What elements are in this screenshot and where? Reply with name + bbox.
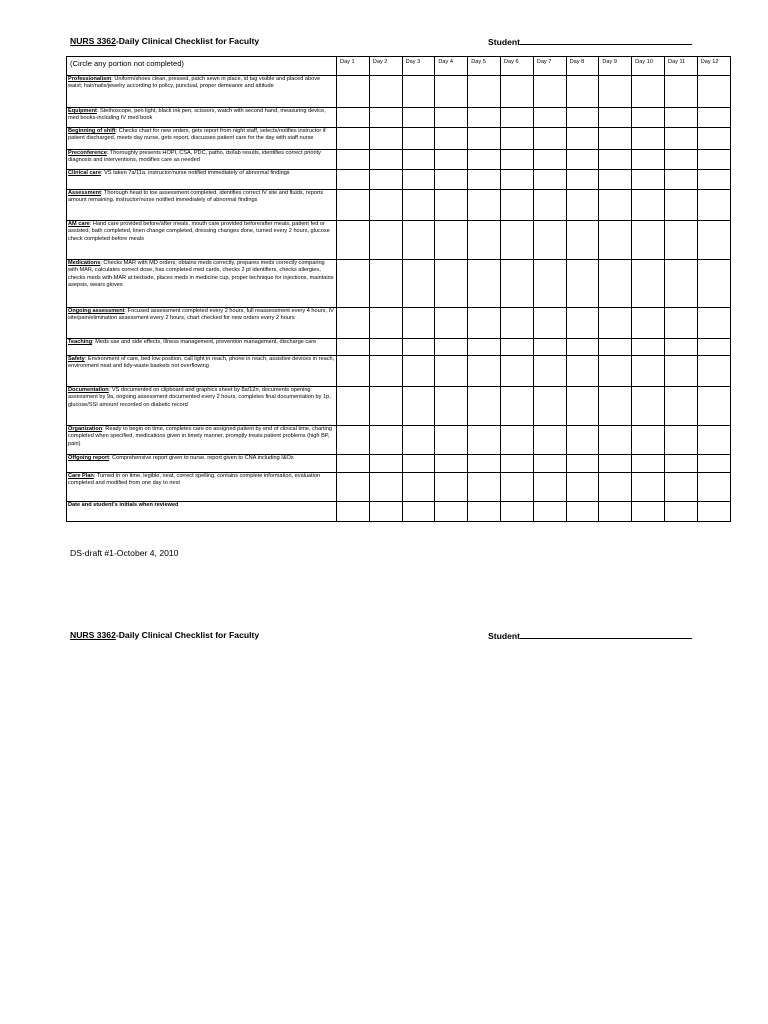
day-check-cell[interactable]: [697, 308, 730, 339]
checklist-row: [67, 455, 731, 473]
day-check-cell[interactable]: [533, 170, 566, 190]
day-check-cell[interactable]: [566, 260, 599, 308]
day-check-cell[interactable]: [632, 76, 665, 108]
day-check-cell[interactable]: [566, 170, 599, 190]
checklist-title: -Daily Clinical Checklist for Faculty: [115, 630, 260, 640]
student-blank-line: [520, 630, 692, 639]
column-header-day: Day 4: [435, 57, 468, 76]
column-header-day: Day 7: [533, 57, 566, 76]
day-check-cell[interactable]: [468, 356, 501, 387]
criteria-text: : Checks MAR with MD orders, obtains meds correctly, prepares meds correctly comparing with MAR, calculates correct dose, has completed med cards, checks 2 pt identifiers, checks allergies, checks meds with MAR at bedside, places meds in medicine cup, proper technique for injections, maintains asepsis, wears gloves: [68, 260, 334, 289]
criteria-label: Equipment: [68, 108, 97, 114]
column-header-day: Day 5: [468, 57, 501, 76]
day-check-cell[interactable]: [435, 356, 468, 387]
day-check-cell[interactable]: [566, 473, 599, 502]
day-check-cell[interactable]: [435, 426, 468, 455]
day-check-cell[interactable]: [697, 356, 730, 387]
day-check-cell[interactable]: [533, 308, 566, 339]
day-check-cell[interactable]: [632, 170, 665, 190]
day-check-cell[interactable]: [435, 190, 468, 221]
criteria-cell: [67, 308, 337, 339]
day-check-cell[interactable]: [337, 108, 370, 128]
day-check-cell[interactable]: [664, 76, 697, 108]
criteria-text: : Turned in on time, legible, neat, correct spelling, contains complete information, evaluation completed and modified from one day to next: [68, 473, 321, 487]
day-check-cell[interactable]: [632, 108, 665, 128]
day-check-cell[interactable]: [599, 76, 632, 108]
column-header-day: Day 1: [337, 57, 370, 76]
checklist-row: [67, 356, 731, 387]
day-check-cell[interactable]: [402, 308, 435, 339]
day-check-cell[interactable]: [664, 455, 697, 473]
criteria-text: : Uniform/shoes clean, pressed, patch sewn in place, id tag visible and placed above waist; hair/nails/jewelry according to policy, punctual, proper demeanor and attitude: [68, 76, 321, 90]
criteria-cell: [67, 128, 337, 150]
day-check-cell[interactable]: [533, 455, 566, 473]
day-check-cell[interactable]: [369, 260, 402, 308]
checklist-row: [67, 108, 731, 128]
day-check-cell[interactable]: [402, 108, 435, 128]
day-check-cell[interactable]: [697, 150, 730, 170]
day-check-cell[interactable]: [566, 455, 599, 473]
criteria-label: Professionalism: [68, 76, 112, 82]
day-check-cell[interactable]: [468, 108, 501, 128]
day-check-cell[interactable]: [369, 426, 402, 455]
criteria-label: Documentation: [68, 387, 109, 393]
day-check-cell[interactable]: [468, 455, 501, 473]
day-check-cell[interactable]: [435, 473, 468, 502]
day-check-cell[interactable]: [435, 339, 468, 356]
criteria-label: Organization: [68, 426, 103, 432]
criteria-label: Care Plan: [68, 473, 94, 479]
course-code: NURS 3362: [70, 630, 116, 640]
day-check-cell[interactable]: [468, 221, 501, 260]
day-check-cell[interactable]: [697, 170, 730, 190]
checklist-row: [67, 221, 731, 260]
day-check-cell[interactable]: [402, 426, 435, 455]
day-check-cell[interactable]: [697, 339, 730, 356]
day-check-cell[interactable]: [566, 387, 599, 426]
criteria-text: : Thorough head to toe assessment completed, identifies correct IV site and fluids, reports amount remaining, instructor/nurse notified immediately of abnormal findings: [68, 190, 324, 204]
day-check-cell[interactable]: [533, 387, 566, 426]
criteria-cell: [67, 387, 337, 426]
day-check-cell[interactable]: [468, 473, 501, 502]
day-check-cell[interactable]: [468, 190, 501, 221]
criteria-cell: [67, 426, 337, 455]
student-blank-line: [520, 36, 692, 45]
day-check-cell[interactable]: [533, 108, 566, 128]
day-check-cell[interactable]: [500, 221, 533, 260]
day-check-cell[interactable]: [369, 170, 402, 190]
criteria-label: Medications: [68, 260, 101, 266]
day-check-cell[interactable]: [632, 473, 665, 502]
day-check-cell[interactable]: [402, 221, 435, 260]
initials-cell[interactable]: [664, 502, 697, 522]
day-check-cell[interactable]: [697, 426, 730, 455]
day-check-cell[interactable]: [337, 150, 370, 170]
initials-cell[interactable]: [435, 502, 468, 522]
day-check-cell[interactable]: [697, 473, 730, 502]
day-check-cell[interactable]: [664, 108, 697, 128]
criteria-text: : Environment of care, bed low position, call light in reach, phone in reach, assistive devices in reach, environment neat and tidy-waste baskets not overflowing: [68, 356, 335, 370]
day-check-cell[interactable]: [369, 308, 402, 339]
day-check-cell[interactable]: [664, 473, 697, 502]
student-label: Student: [488, 631, 520, 641]
initials-cell[interactable]: [599, 502, 632, 522]
column-header-day: Day 8: [566, 57, 599, 76]
day-check-cell[interactable]: [369, 150, 402, 170]
day-check-cell[interactable]: [337, 339, 370, 356]
day-check-cell[interactable]: [533, 190, 566, 221]
criteria-cell: [67, 190, 337, 221]
day-check-cell[interactable]: [500, 128, 533, 150]
day-check-cell[interactable]: [337, 190, 370, 221]
criteria-label: AM care: [68, 221, 90, 227]
day-check-cell[interactable]: [533, 128, 566, 150]
page-header-1: [70, 36, 695, 46]
day-check-cell[interactable]: [468, 308, 501, 339]
day-check-cell[interactable]: [664, 128, 697, 150]
day-check-cell[interactable]: [533, 150, 566, 170]
day-check-cell[interactable]: [697, 221, 730, 260]
day-check-cell[interactable]: [632, 339, 665, 356]
day-check-cell[interactable]: [664, 426, 697, 455]
day-check-cell[interactable]: [599, 108, 632, 128]
checklist-row: [67, 76, 731, 108]
day-check-cell[interactable]: [632, 356, 665, 387]
day-check-cell[interactable]: [435, 76, 468, 108]
day-check-cell[interactable]: [468, 128, 501, 150]
day-check-cell[interactable]: [500, 356, 533, 387]
day-check-cell[interactable]: [402, 387, 435, 426]
day-check-cell[interactable]: [468, 426, 501, 455]
day-check-cell[interactable]: [402, 339, 435, 356]
day-check-cell[interactable]: [337, 128, 370, 150]
review-row: [67, 502, 731, 522]
initials-cell[interactable]: [566, 502, 599, 522]
criteria-cell: [67, 170, 337, 190]
day-check-cell[interactable]: [500, 108, 533, 128]
day-check-cell[interactable]: [533, 260, 566, 308]
day-check-cell[interactable]: [369, 190, 402, 221]
day-check-cell[interactable]: [369, 108, 402, 128]
day-check-cell[interactable]: [566, 308, 599, 339]
day-check-cell[interactable]: [500, 76, 533, 108]
day-check-cell[interactable]: [599, 170, 632, 190]
criteria-text: : VS documented on clipboard and graphics sheet by 8a/12n, documents opening assessment by 9a, ongoing assessment documented every 2 hours, completes final documentation by 1p, glucose/SSI amount recorded on diabetic record: [68, 387, 331, 408]
day-check-cell[interactable]: [664, 260, 697, 308]
day-check-cell[interactable]: [664, 190, 697, 221]
criteria-cell: [67, 356, 337, 387]
initials-cell[interactable]: [402, 502, 435, 522]
day-check-cell[interactable]: [533, 426, 566, 455]
day-check-cell[interactable]: [468, 76, 501, 108]
criteria-cell: [67, 473, 337, 502]
day-check-cell[interactable]: [369, 455, 402, 473]
day-check-cell[interactable]: [599, 221, 632, 260]
criteria-label: Offgoing report: [68, 455, 110, 461]
day-check-cell[interactable]: [632, 260, 665, 308]
day-check-cell[interactable]: [402, 190, 435, 221]
criteria-text: : Ready to begin on time, completes care on assigned patient by end of clinical time, charting completed when specified, medications given in timely manner, promptly treats patient problems (high BP, pain): [68, 426, 332, 447]
day-check-cell[interactable]: [599, 190, 632, 221]
criteria-label: Assessment: [68, 190, 101, 196]
day-check-cell[interactable]: [337, 260, 370, 308]
checklist-row: [67, 473, 731, 502]
day-check-cell[interactable]: [435, 308, 468, 339]
checklist-row: [67, 260, 731, 308]
column-header-day: Day 10: [632, 57, 665, 76]
criteria-text: : Meds use and side effects, illness management, prevention management, discharge care: [92, 339, 317, 345]
criteria-text: : Checks chart for new orders, gets report from night staff, selects/notifies instructor if patient discharged, meets day nurse, gets report, discusses patient care for the day with staff nurse: [68, 128, 326, 142]
day-check-cell[interactable]: [566, 108, 599, 128]
checklist-row: [67, 387, 731, 426]
day-check-cell[interactable]: [599, 308, 632, 339]
criteria-label: Beginning of shift: [68, 128, 116, 134]
checklist-table: [66, 56, 731, 522]
day-check-cell[interactable]: [402, 150, 435, 170]
day-check-cell[interactable]: [566, 128, 599, 150]
column-header-day: Day 11: [664, 57, 697, 76]
criteria-text: : Thoroughly presents HOPI, CSA, PDC, patho, dx/lab results, identifies correct priority diagnosis and interventions, modifies care as needed: [68, 150, 321, 164]
column-header-day: Day 6: [500, 57, 533, 76]
day-check-cell[interactable]: [599, 387, 632, 426]
day-check-cell[interactable]: [337, 356, 370, 387]
initials-cell[interactable]: [468, 502, 501, 522]
day-check-cell[interactable]: [337, 473, 370, 502]
criteria-cell: [67, 339, 337, 356]
checklist-title: -Daily Clinical Checklist for Faculty: [115, 36, 260, 46]
day-check-cell[interactable]: [468, 339, 501, 356]
criteria-text: : Comprehensive report given to nurse, report given to CNA including I&Os: [109, 455, 294, 461]
day-check-cell[interactable]: [599, 339, 632, 356]
criteria-cell: [67, 150, 337, 170]
column-header-instructions: (Circle any portion not completed): [67, 57, 337, 76]
day-check-cell[interactable]: [435, 128, 468, 150]
day-check-cell[interactable]: [599, 260, 632, 308]
day-check-cell[interactable]: [632, 455, 665, 473]
column-header-day: Day 9: [599, 57, 632, 76]
day-check-cell[interactable]: [500, 190, 533, 221]
criteria-label: Safety: [68, 356, 85, 362]
criteria-label: Preconference: [68, 150, 107, 156]
day-check-cell[interactable]: [664, 387, 697, 426]
day-check-cell[interactable]: [632, 426, 665, 455]
course-code: NURS 3362: [70, 36, 116, 46]
day-check-cell[interactable]: [697, 190, 730, 221]
day-check-cell[interactable]: [435, 387, 468, 426]
draft-note: DS-draft #1-October 4, 2010: [70, 548, 179, 558]
day-check-cell[interactable]: [599, 455, 632, 473]
day-check-cell[interactable]: [500, 339, 533, 356]
day-check-cell[interactable]: [500, 170, 533, 190]
day-check-cell[interactable]: [632, 150, 665, 170]
column-header-day: Day 3: [402, 57, 435, 76]
day-check-cell[interactable]: [500, 150, 533, 170]
day-check-cell[interactable]: [632, 190, 665, 221]
day-check-cell[interactable]: [533, 339, 566, 356]
day-check-cell[interactable]: [566, 190, 599, 221]
day-check-cell[interactable]: [500, 473, 533, 502]
checklist-row: [67, 426, 731, 455]
day-check-cell[interactable]: [369, 473, 402, 502]
day-check-cell[interactable]: [402, 76, 435, 108]
table-header-row: [67, 57, 731, 76]
day-check-cell[interactable]: [369, 221, 402, 260]
day-check-cell[interactable]: [369, 387, 402, 426]
day-check-cell[interactable]: [697, 128, 730, 150]
day-check-cell[interactable]: [632, 221, 665, 260]
checklist-row: [67, 190, 731, 221]
day-check-cell[interactable]: [435, 221, 468, 260]
student-field: [488, 36, 692, 47]
day-check-cell[interactable]: [500, 260, 533, 308]
checklist-row: [67, 308, 731, 339]
day-check-cell[interactable]: [337, 170, 370, 190]
initials-cell[interactable]: [500, 502, 533, 522]
day-check-cell[interactable]: [402, 128, 435, 150]
day-check-cell[interactable]: [599, 473, 632, 502]
day-check-cell[interactable]: [664, 170, 697, 190]
day-check-cell[interactable]: [369, 356, 402, 387]
criteria-text: : Focused assessment completed every 2 hours, full reassessment every 4 hours, IV site/pain/elimination assessment every 2 hours, chart checked for new orders every 2 hours: [68, 308, 334, 322]
day-check-cell[interactable]: [369, 339, 402, 356]
criteria-cell: [67, 108, 337, 128]
day-check-cell[interactable]: [435, 260, 468, 308]
day-check-cell[interactable]: [402, 260, 435, 308]
day-check-cell[interactable]: [664, 308, 697, 339]
day-check-cell[interactable]: [697, 387, 730, 426]
day-check-cell[interactable]: [566, 339, 599, 356]
day-check-cell[interactable]: [468, 170, 501, 190]
day-check-cell[interactable]: [468, 150, 501, 170]
day-check-cell[interactable]: [632, 308, 665, 339]
day-check-cell[interactable]: [468, 387, 501, 426]
day-check-cell[interactable]: [435, 455, 468, 473]
day-check-cell[interactable]: [599, 356, 632, 387]
criteria-cell: [67, 455, 337, 473]
review-label: Date and student's initials when reviewed: [67, 502, 337, 522]
day-check-cell[interactable]: [566, 150, 599, 170]
day-check-cell[interactable]: [697, 260, 730, 308]
checklist-row: [67, 170, 731, 190]
day-check-cell[interactable]: [599, 128, 632, 150]
day-check-cell[interactable]: [566, 426, 599, 455]
day-check-cell[interactable]: [337, 76, 370, 108]
page-header-2: [70, 630, 695, 640]
criteria-text: : Hand care provided before/after meals, mouth care provided before/after meals, patient fed or assisted, bath completed, linen change completed, dressing changes done, turned every 2 hours, glucose check completed before meals: [68, 221, 330, 242]
day-check-cell[interactable]: [566, 356, 599, 387]
day-check-cell[interactable]: [533, 76, 566, 108]
day-check-cell[interactable]: [632, 128, 665, 150]
day-check-cell[interactable]: [566, 221, 599, 260]
day-check-cell[interactable]: [402, 170, 435, 190]
day-check-cell[interactable]: [500, 308, 533, 339]
column-header-day: Day 2: [369, 57, 402, 76]
day-check-cell[interactable]: [337, 426, 370, 455]
criteria-text: : Stethoscope, pen light, black ink pen, scissors, watch with second hand, measuring device, med books-including IV med book: [68, 108, 326, 122]
day-check-cell[interactable]: [402, 473, 435, 502]
day-check-cell[interactable]: [664, 150, 697, 170]
day-check-cell[interactable]: [566, 76, 599, 108]
day-check-cell[interactable]: [500, 387, 533, 426]
initials-cell[interactable]: [369, 502, 402, 522]
initials-cell[interactable]: [632, 502, 665, 522]
day-check-cell[interactable]: [468, 260, 501, 308]
criteria-label: Teaching: [68, 339, 93, 345]
day-check-cell[interactable]: [533, 473, 566, 502]
day-check-cell[interactable]: [697, 76, 730, 108]
criteria-cell: [67, 260, 337, 308]
day-check-cell[interactable]: [369, 76, 402, 108]
day-check-cell[interactable]: [435, 170, 468, 190]
day-check-cell[interactable]: [632, 387, 665, 426]
day-check-cell[interactable]: [664, 221, 697, 260]
criteria-text: : VS taken 7a/11a, instructor/nurse notified immediately of abnormal findings: [100, 170, 290, 176]
criteria-cell: [67, 76, 337, 108]
day-check-cell[interactable]: [664, 356, 697, 387]
day-check-cell[interactable]: [500, 455, 533, 473]
day-check-cell[interactable]: [664, 339, 697, 356]
day-check-cell[interactable]: [337, 308, 370, 339]
day-check-cell[interactable]: [337, 221, 370, 260]
column-header-day: Day 12: [697, 57, 730, 76]
day-check-cell[interactable]: [697, 108, 730, 128]
day-check-cell[interactable]: [435, 150, 468, 170]
initials-cell[interactable]: [697, 502, 730, 522]
day-check-cell[interactable]: [402, 356, 435, 387]
initials-cell[interactable]: [337, 502, 370, 522]
day-check-cell[interactable]: [533, 356, 566, 387]
day-check-cell[interactable]: [435, 108, 468, 128]
day-check-cell[interactable]: [500, 426, 533, 455]
day-check-cell[interactable]: [697, 455, 730, 473]
student-field: [488, 630, 692, 641]
checklist-row: [67, 128, 731, 150]
day-check-cell[interactable]: [599, 426, 632, 455]
day-check-cell[interactable]: [533, 221, 566, 260]
checklist-body: [67, 76, 731, 522]
initials-cell[interactable]: [533, 502, 566, 522]
student-label: Student: [488, 37, 520, 47]
day-check-cell[interactable]: [402, 455, 435, 473]
checklist-row: [67, 339, 731, 356]
checklist-row: [67, 150, 731, 170]
day-check-cell[interactable]: [599, 150, 632, 170]
criteria-cell: [67, 221, 337, 260]
criteria-label: Ongoing assessment: [68, 308, 125, 314]
day-check-cell[interactable]: [369, 128, 402, 150]
day-check-cell[interactable]: [337, 455, 370, 473]
day-check-cell[interactable]: [337, 387, 370, 426]
criteria-label: Clinical care: [68, 170, 101, 176]
